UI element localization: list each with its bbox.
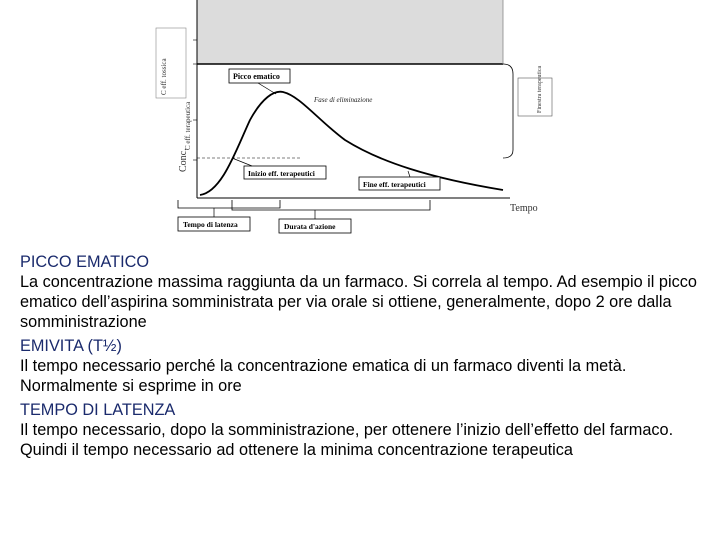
y-axis-label: Conc. [178,148,189,172]
section-title: PICCO EMATICO [20,253,150,271]
definitions-text [20,252,710,464]
section-title: EMIVITA (T½) [20,337,122,355]
toxic-level-label: C eff. tossica [160,58,168,95]
window-label-box [518,78,552,116]
latency-bracket [178,200,280,208]
window-label: Finestra terapeutica [537,65,543,113]
decline-label: Fase di eliminazione [314,96,373,104]
toxic-zone [197,0,503,64]
onset-label: Inizio eff. terapeutici [248,169,315,178]
duration-label: Durata d'azione [284,222,336,231]
peak-label: Picco ematico [233,72,280,81]
concentration-curve [200,92,503,195]
section-emivita [20,336,710,396]
section-picco-ematico [20,252,710,332]
x-axis-label: Tempo [510,203,538,214]
end-label: Fine eff. terapeutici [363,180,426,189]
latency-label: Tempo di latenza [183,220,238,229]
section-body: Il tempo necessario perché la concentrazione ematica di un farmaco diventi la metà. Normalmente si esprime in ore [20,357,627,395]
end-pointer [408,171,410,177]
section-body: La concentrazione massima raggiunta da un farmaco. Si correla al tempo. Ad esempio il picco ematico dell’aspirina somministrata per via orale si ottiene, generalmente, dopo 2 ore dalla somministrazione [20,273,697,331]
section-body: Il tempo necessario, dopo la somministrazione, per ottenere l’inizio dell’effetto del farmaco. Quindi il tempo necessario ad ottenere la minima concentrazione terapeutica [20,421,674,459]
duration-bracket [232,200,430,210]
pharmacokinetic-diagram [0,0,720,245]
section-title: TEMPO DI LATENZA [20,401,176,419]
therapeutic-level-label: C eff. terapeutica [184,101,192,150]
window-bracket [503,64,513,158]
onset-pointer [232,158,252,166]
section-tempo-di-latenza [20,400,710,460]
peak-pointer [258,83,276,94]
